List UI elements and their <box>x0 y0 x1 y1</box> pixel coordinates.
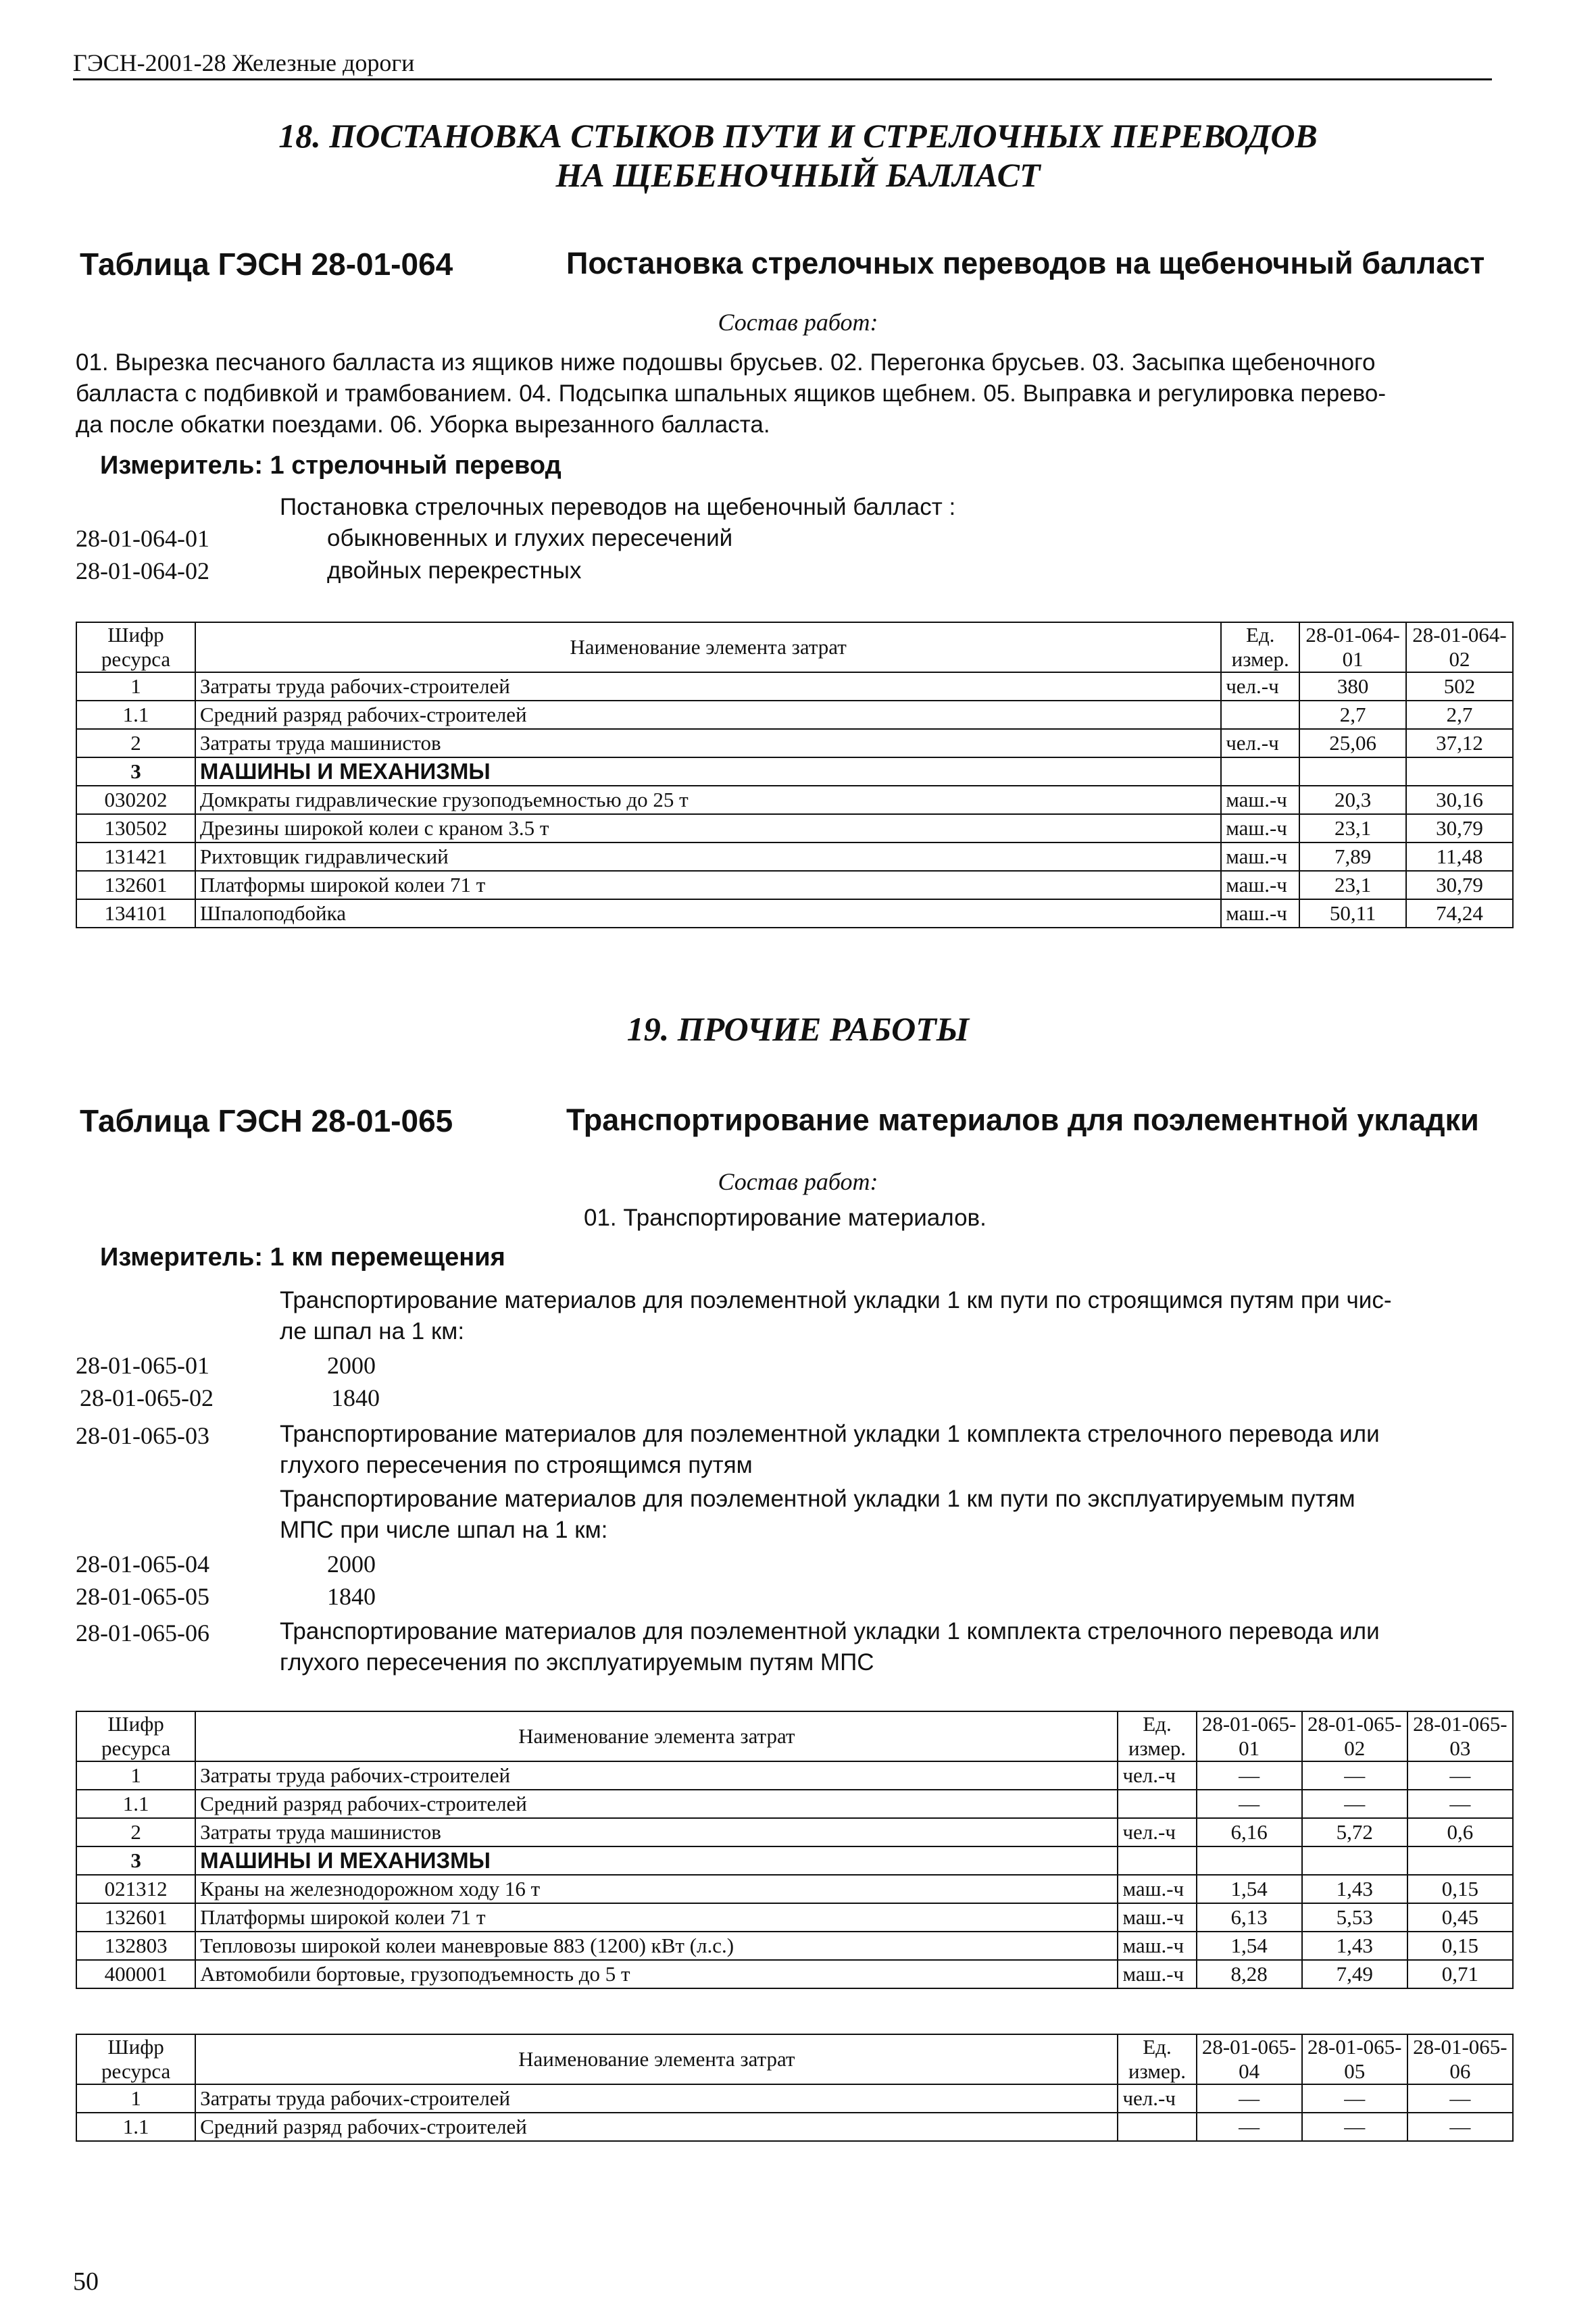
cell-name: Тепловозы широкой колеи маневровые 883 (1200) кВт (л.с.) <box>195 1932 1118 1960</box>
cell-value: 25,06 <box>1299 729 1406 757</box>
cell-value: 5,53 <box>1302 1903 1407 1932</box>
cell-unit <box>1118 1790 1196 1818</box>
cell-code: 1 <box>76 1761 195 1790</box>
table-row <box>76 814 1513 842</box>
cell-value: 2,7 <box>1299 701 1406 729</box>
table-row <box>76 1846 1513 1875</box>
table-064-name: Постановка стрелочных переводов на щебеночный балласт <box>566 246 1485 280</box>
cell-unit: чел.-ч <box>1118 2084 1196 2113</box>
cell-code: 132803 <box>76 1932 195 1960</box>
table-row <box>76 786 1513 814</box>
cell-name: МАШИНЫ И МЕХАНИЗМЫ <box>195 757 1221 786</box>
cell-unit: маш.-ч <box>1221 871 1299 899</box>
cell-value: 30,79 <box>1406 814 1513 842</box>
cell-value: 30,79 <box>1406 871 1513 899</box>
meter-064: Измеритель: 1 стрелочный перевод <box>100 451 562 480</box>
cell-value: — <box>1302 1761 1407 1790</box>
cell-code: 134101 <box>76 899 195 928</box>
col-header-name: Наименование элемента затрат <box>195 2034 1118 2084</box>
cell-value: 1,54 <box>1197 1932 1302 1960</box>
col-header-norm: 28-01-065-06 <box>1407 2034 1513 2084</box>
cell-value <box>1407 1846 1513 1875</box>
cell-unit <box>1221 757 1299 786</box>
item-code: 28-01-065-04 <box>76 1551 209 1578</box>
cell-unit: маш.-ч <box>1118 1932 1196 1960</box>
table-row <box>76 2113 1513 2141</box>
table-065-name: Транспортирование материалов для поэлементной укладки <box>566 1103 1479 1137</box>
table-row <box>76 729 1513 757</box>
cell-value: 20,3 <box>1299 786 1406 814</box>
col-header-unit: Ед. измер. <box>1118 1711 1196 1761</box>
cell-value: — <box>1407 2084 1513 2113</box>
section-19-title: 19. ПРОЧИЕ РАБОТЫ <box>626 1010 970 1048</box>
intro-065-1b: ле шпал на 1 км: <box>280 1318 465 1344</box>
work-line-1: 01. Вырезка песчаного балласта из ящиков ниже подошвы брусьев. 02. Перегонка брусьев. 03. Засыпка щебеночного <box>76 349 1376 376</box>
cell-value: 1,54 <box>1197 1875 1302 1903</box>
table-header-row <box>76 622 1513 672</box>
cell-value: 380 <box>1299 672 1406 701</box>
item-text: глухого пересечения по эксплуатируемым путям МПС <box>280 1649 874 1676</box>
cell-name: Автомобили бортовые, грузоподъемность до 5 т <box>195 1960 1118 1988</box>
cell-value: 7,89 <box>1299 842 1406 871</box>
cell-unit: маш.-ч <box>1221 899 1299 928</box>
col-header-norm: 28-01-065-04 <box>1197 2034 1302 2084</box>
col-header-norm: 28-01-065-03 <box>1407 1711 1513 1761</box>
table-row <box>76 1932 1513 1960</box>
cell-name: Средний разряд рабочих-строителей <box>195 1790 1118 1818</box>
cell-value: — <box>1302 2084 1407 2113</box>
item-code: 28-01-065-06 <box>76 1619 209 1646</box>
cell-code: 1.1 <box>76 1790 195 1818</box>
table-064-label: Таблица ГЭСН 28-01-064 <box>80 247 453 282</box>
item-text: обыкновенных и глухих пересечений <box>327 525 733 551</box>
sostav-label-065: Состав работ: <box>718 1168 878 1195</box>
col-header-norm: 28-01-065-05 <box>1302 2034 1407 2084</box>
intro-065-2a: Транспортирование материалов для поэлементной укладки 1 км пути по эксплуатируемым путям <box>280 1486 1355 1512</box>
cell-value: 6,16 <box>1197 1818 1302 1846</box>
cell-value: 7,49 <box>1302 1960 1407 1988</box>
resource-table-065-b <box>76 2034 1514 2142</box>
cell-code: 1.1 <box>76 2113 195 2141</box>
cell-code: 132601 <box>76 871 195 899</box>
cell-value: — <box>1197 2113 1302 2141</box>
cell-value <box>1197 1846 1302 1875</box>
cell-name: Рихтовщик гидравлический <box>195 842 1221 871</box>
cell-value: 1,43 <box>1302 1932 1407 1960</box>
item-text: Транспортирование материалов для поэлементной укладки 1 комплекта стрелочного перевода или <box>280 1618 1380 1644</box>
table-065-label: Таблица ГЭСН 28-01-065 <box>80 1103 453 1138</box>
item-value: 2000 <box>327 1352 376 1379</box>
table-row <box>76 1903 1513 1932</box>
cell-name: Средний разряд рабочих-строителей <box>195 2113 1118 2141</box>
work-065: 01. Транспортирование материалов. <box>584 1205 987 1231</box>
item-code: 28-01-065-01 <box>76 1352 209 1379</box>
cell-unit: маш.-ч <box>1118 1875 1196 1903</box>
item-text: двойных перекрестных <box>327 557 582 584</box>
cell-code: 1.1 <box>76 701 195 729</box>
cell-code: 400001 <box>76 1960 195 1988</box>
item-code: 28-01-065-03 <box>76 1422 209 1449</box>
cell-value <box>1302 1846 1407 1875</box>
cell-value: — <box>1407 1761 1513 1790</box>
meter-065: Измеритель: 1 км перемещения <box>100 1243 505 1272</box>
cell-unit: маш.-ч <box>1221 814 1299 842</box>
cell-value: 0,6 <box>1407 1818 1513 1846</box>
cell-code: 3 <box>76 757 195 786</box>
cell-value <box>1406 757 1513 786</box>
cell-value: 50,11 <box>1299 899 1406 928</box>
cell-unit: чел.-ч <box>1118 1818 1196 1846</box>
table-row <box>76 672 1513 701</box>
cell-unit <box>1118 1846 1196 1875</box>
item-code: 28-01-064-02 <box>76 557 209 584</box>
table-row <box>76 1761 1513 1790</box>
cell-value: 0,71 <box>1407 1960 1513 1988</box>
cell-value: 0,45 <box>1407 1903 1513 1932</box>
page-number: 50 <box>73 2267 99 2296</box>
cell-value: 8,28 <box>1197 1960 1302 1988</box>
cell-value: 6,13 <box>1197 1903 1302 1932</box>
cell-name: Домкраты гидравлические грузоподъемностью до 25 т <box>195 786 1221 814</box>
cell-unit <box>1221 701 1299 729</box>
intro-064: Постановка стрелочных переводов на щебеночный балласт : <box>280 494 956 520</box>
item-code: 28-01-065-02 <box>80 1384 214 1411</box>
cell-value: — <box>1407 1790 1513 1818</box>
cell-value: 1,43 <box>1302 1875 1407 1903</box>
cell-code: 021312 <box>76 1875 195 1903</box>
item-value: 1840 <box>327 1583 376 1610</box>
table-row <box>76 1790 1513 1818</box>
cell-code: 3 <box>76 1846 195 1875</box>
cell-unit: чел.-ч <box>1221 672 1299 701</box>
resource-table-064 <box>76 622 1514 928</box>
item-value: 2000 <box>327 1551 376 1578</box>
cell-name: Платформы широкой колеи 71 т <box>195 1903 1118 1932</box>
cell-code: 131421 <box>76 842 195 871</box>
cell-value: 5,72 <box>1302 1818 1407 1846</box>
cell-unit: маш.-ч <box>1221 842 1299 871</box>
cell-unit: чел.-ч <box>1118 1761 1196 1790</box>
cell-name: Платформы широкой колеи 71 т <box>195 871 1221 899</box>
running-header: ГЭСН-2001-28 Железные дороги <box>73 49 415 76</box>
col-header-norm: 28-01-065-02 <box>1302 1711 1407 1761</box>
cell-name: Затраты труда рабочих-строителей <box>195 2084 1118 2113</box>
cell-unit: маш.-ч <box>1118 1903 1196 1932</box>
cell-value: 37,12 <box>1406 729 1513 757</box>
cell-name: МАШИНЫ И МЕХАНИЗМЫ <box>195 1846 1118 1875</box>
cell-value: — <box>1197 1761 1302 1790</box>
cell-value: 23,1 <box>1299 871 1406 899</box>
cell-code: 2 <box>76 1818 195 1846</box>
cell-value: — <box>1197 1790 1302 1818</box>
cell-value: 2,7 <box>1406 701 1513 729</box>
resource-table-065-a <box>76 1711 1514 1989</box>
table-row <box>76 757 1513 786</box>
cell-name: Шпалоподбойка <box>195 899 1221 928</box>
cell-unit <box>1118 2113 1196 2141</box>
cell-unit: маш.-ч <box>1118 1960 1196 1988</box>
table-row <box>76 871 1513 899</box>
col-header-unit: Ед. измер. <box>1118 2034 1196 2084</box>
cell-value <box>1299 757 1406 786</box>
cell-name: Затраты труда рабочих-строителей <box>195 1761 1118 1790</box>
cell-value: 30,16 <box>1406 786 1513 814</box>
table-header-row <box>76 2034 1513 2084</box>
table-row <box>76 2084 1513 2113</box>
work-line-3: да после обкатки поездами. 06. Уборка вырезанного балласта. <box>76 411 770 438</box>
cell-value: 0,15 <box>1407 1875 1513 1903</box>
cell-value: 11,48 <box>1406 842 1513 871</box>
cell-code: 2 <box>76 729 195 757</box>
cell-unit: чел.-ч <box>1221 729 1299 757</box>
col-header-code: Шифр ресурса <box>76 622 195 672</box>
table-row <box>76 701 1513 729</box>
cell-value: — <box>1302 1790 1407 1818</box>
cell-value: — <box>1407 2113 1513 2141</box>
col-header-norm: 28-01-064-01 <box>1299 622 1406 672</box>
item-code: 28-01-064-01 <box>76 525 209 552</box>
cell-name: Краны на железнодорожном ходу 16 т <box>195 1875 1118 1903</box>
cell-code: 130502 <box>76 814 195 842</box>
table-row <box>76 899 1513 928</box>
cell-value: 502 <box>1406 672 1513 701</box>
table-header-row <box>76 1711 1513 1761</box>
cell-name: Затраты труда машинистов <box>195 1818 1118 1846</box>
work-line-2: балласта с подбивкой и трамбованием. 04. Подсыпка шпальных ящиков щебнем. 05. Выправка и регулировка перево- <box>76 380 1386 407</box>
col-header-norm: 28-01-065-01 <box>1197 1711 1302 1761</box>
col-header-code: Шифр ресурса <box>76 1711 195 1761</box>
col-header-name: Наименование элемента затрат <box>195 622 1221 672</box>
item-text: Транспортирование материалов для поэлементной укладки 1 комплекта стрелочного перевода или <box>280 1421 1380 1447</box>
cell-code: 132601 <box>76 1903 195 1932</box>
sostav-label-064: Состав работ: <box>718 309 878 336</box>
item-code: 28-01-065-05 <box>76 1583 209 1610</box>
cell-name: Дрезины широкой колеи с краном 3.5 т <box>195 814 1221 842</box>
cell-name: Средний разряд рабочих-строителей <box>195 701 1221 729</box>
col-header-norm: 28-01-064-02 <box>1406 622 1513 672</box>
cell-name: Затраты труда машинистов <box>195 729 1221 757</box>
section-18-title: 18. ПОСТАНОВКА СТЫКОВ ПУТИ И СТРЕЛОЧНЫХ ПЕРЕВОДОВ НА ЩЕБЕНОЧНЫЙ БАЛЛАСТ <box>278 117 1318 194</box>
col-header-code: Шифр ресурса <box>76 2034 195 2084</box>
cell-code: 030202 <box>76 786 195 814</box>
table-row <box>76 842 1513 871</box>
cell-value: 23,1 <box>1299 814 1406 842</box>
cell-value: 0,15 <box>1407 1932 1513 1960</box>
cell-value: — <box>1302 2113 1407 2141</box>
header-rule <box>73 78 1492 80</box>
table-row <box>76 1875 1513 1903</box>
cell-name: Затраты труда рабочих-строителей <box>195 672 1221 701</box>
intro-065-2b: МПС при числе шпал на 1 км: <box>280 1517 608 1543</box>
cell-code: 1 <box>76 672 195 701</box>
cell-value: 74,24 <box>1406 899 1513 928</box>
intro-065-1a: Транспортирование материалов для поэлементной укладки 1 км пути по строящимся путям при чис- <box>280 1287 1392 1313</box>
cell-code: 1 <box>76 2084 195 2113</box>
item-value: 1840 <box>331 1384 380 1411</box>
cell-value: — <box>1197 2084 1302 2113</box>
col-header-unit: Ед. измер. <box>1221 622 1299 672</box>
item-text: глухого пересечения по строящимся путям <box>280 1452 753 1478</box>
col-header-name: Наименование элемента затрат <box>195 1711 1118 1761</box>
cell-unit: маш.-ч <box>1221 786 1299 814</box>
table-row <box>76 1818 1513 1846</box>
table-row <box>76 1960 1513 1988</box>
